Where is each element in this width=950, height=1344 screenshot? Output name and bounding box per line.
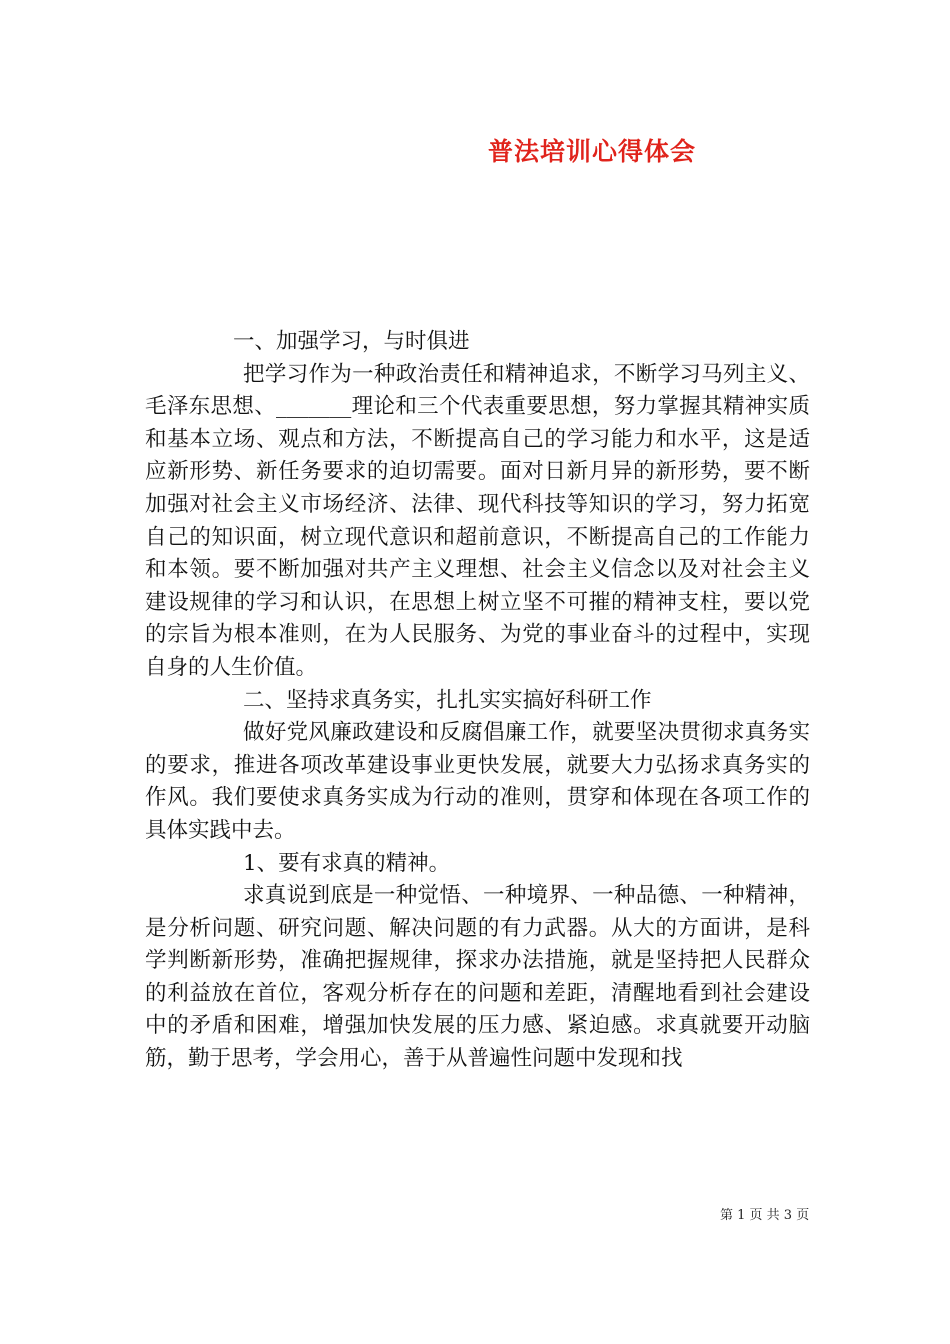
section-heading-1: 一、加强学习，与时俱进 (233, 329, 470, 354)
section-heading-2: 二、坚持求真务实，扎扎实实搞好科研工作 (243, 687, 652, 713)
page-number-footer: 第 1 页 共 3 页 (720, 1208, 810, 1223)
document-title: 普法培训心得体会 (488, 137, 697, 166)
paragraph-study: 把学习作为一种政治责任和精神追求，不断学习马列主义、毛泽东思想、_______理论和三个代表重要思想，努力掌握其精神实质和基本立场、观点和方法，不断提高自己的学习能力和水平，这是适应新形势、新任务要求的迫切需要。面对日新月异的新形势，要不断加强对社会主义市场经济、法律、现代科技等知识的学习，努力拓宽自己的知识面，树立现代意识和超前意识，不断提高自己的工作能力和本领。要不断加强对共产主义理想、社会主义信念以及对社会主义建设规律的学习和认识，在思想上树立坚不可摧的精神支柱，要以党的宗旨为根本准则，在为人民服务、为党的事业奋斗的过程中，实现自身的人生价值。 (145, 361, 810, 680)
document-body (145, 326, 810, 1076)
paragraph-pragmatic: 做好党风廉政建设和反腐倡廉工作，就要坚决贯彻求真务实的要求，推进各项改革建设事业更快发展，就要大力弘扬求真务实的作风。我们要使求真务实成为行动的准则，贯穿和体现在各项工作的具体实践中去。 (145, 720, 810, 843)
paragraph-truth-seeking: 求真说到底是一种觉悟、一种境界、一种品德、一种精神，是分析问题、研究问题、解决问题的有力武器。从大的方面讲，是科学判断新形势，准确把握规律，探求办法措施，就是坚持把人民群众的利益放在首位，客观分析存在的问题和差距，清醒地看到社会建设中的矛盾和困难，增强加快发展的压力感、紧迫感。求真就要开动脑筋，勤于思考，学会用心，善于从普遍性问题中发现和找 (145, 883, 810, 1072)
subsection-heading-1: 1、要有求真的精神。 (243, 850, 451, 876)
